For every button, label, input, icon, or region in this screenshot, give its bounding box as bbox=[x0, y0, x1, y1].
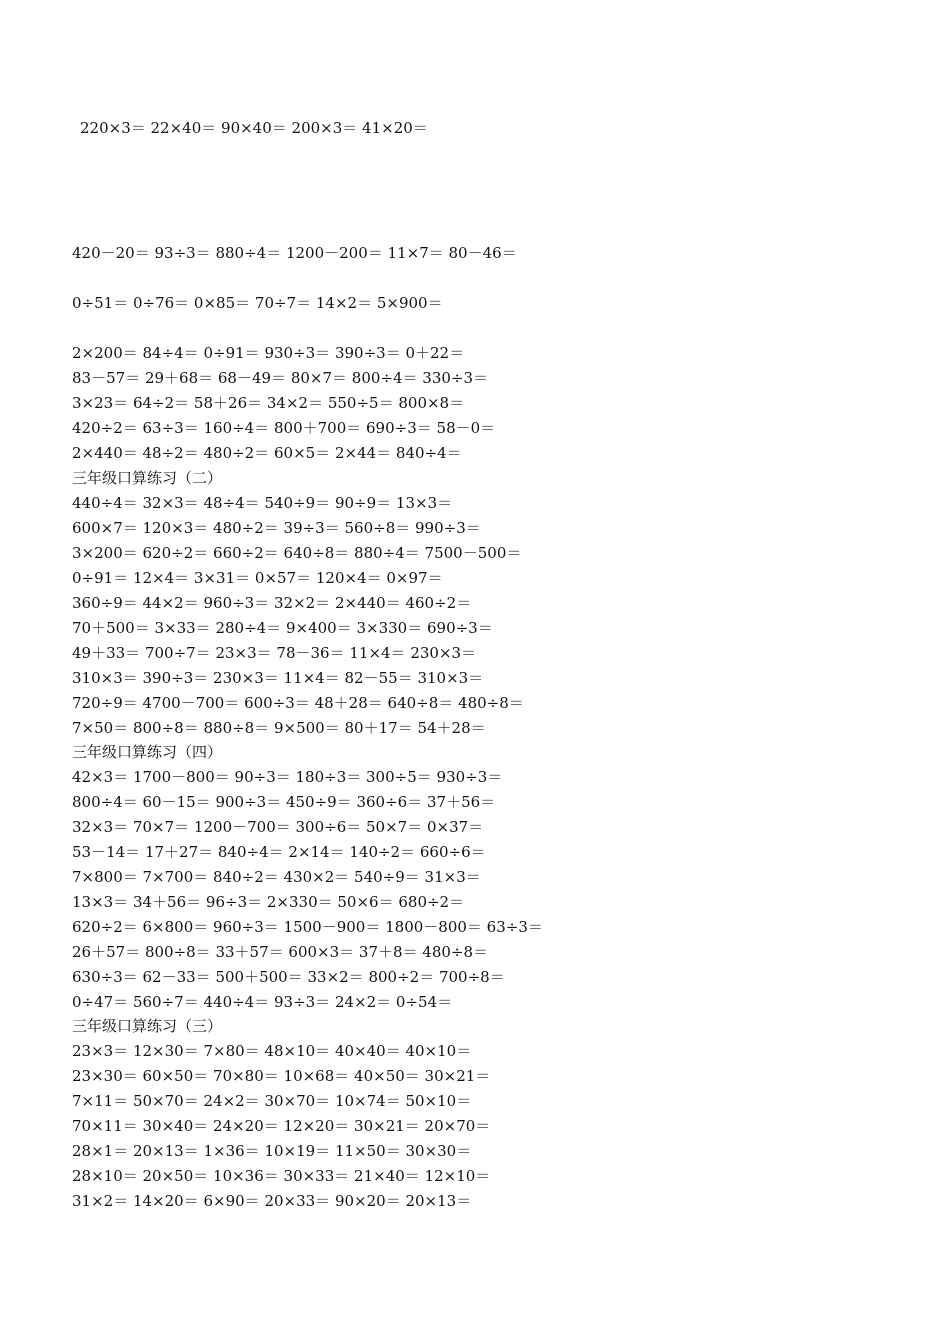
exercise-line: 83－57＝ 29＋68＝ 68－49＝ 80×7＝ 800÷4＝ 330÷3＝ bbox=[72, 369, 489, 387]
exercise-line: 70＋500＝ 3×33＝ 280÷4＝ 9×400＝ 3×330＝ 690÷3＝ bbox=[72, 619, 493, 637]
exercise-line: 49＋33＝ 700÷7＝ 23×3＝ 78－36＝ 11×4＝ 230×3＝ bbox=[72, 644, 477, 662]
exercise-line: 70×11＝ 30×40＝ 24×20＝ 12×20＝ 30×21＝ 20×70＝ bbox=[72, 1117, 491, 1135]
exercise-line: 310×3＝ 390÷3＝ 230×3＝ 11×4＝ 82－55＝ 310×3＝ bbox=[72, 669, 484, 687]
exercise-line: 420－20＝ 93÷3＝ 880÷4＝ 1200－200＝ 11×7＝ 80－46＝ bbox=[72, 244, 517, 262]
exercise-line: 620÷2＝ 6×800＝ 960÷3＝ 1500－900＝ 1800－800＝ 63÷3＝ bbox=[72, 918, 543, 936]
exercise-line: 28×10＝ 20×50＝ 10×36＝ 30×33＝ 21×40＝ 12×10＝ bbox=[72, 1167, 491, 1185]
exercise-line: 23×30＝ 60×50＝ 70×80＝ 10×68＝ 40×50＝ 30×21＝ bbox=[72, 1067, 491, 1085]
exercise-line: 0÷47＝ 560÷7＝ 440÷4＝ 93÷3＝ 24×2＝ 0÷54＝ bbox=[72, 993, 453, 1011]
exercise-line: 600×7＝ 120×3＝ 480÷2＝ 39÷3＝ 560÷8＝ 990÷3＝ bbox=[72, 519, 481, 537]
exercise-line: 2×440＝ 48÷2＝ 480÷2＝ 60×5＝ 2×44＝ 840÷4＝ bbox=[72, 444, 462, 462]
exercise-line: 440÷4＝ 32×3＝ 48÷4＝ 540÷9＝ 90÷9＝ 13×3＝ bbox=[72, 494, 453, 512]
section-heading: 三年级口算练习（四） bbox=[72, 743, 223, 761]
exercise-line: 32×3＝ 70×7＝ 1200－700＝ 300÷6＝ 50×7＝ 0×37＝ bbox=[72, 818, 484, 836]
exercise-line: 420÷2＝ 63÷3＝ 160÷4＝ 800＋700＝ 690÷3＝ 58－0＝ bbox=[72, 419, 496, 437]
exercise-line: 42×3＝ 1700－800＝ 90÷3＝ 180÷3＝ 300÷5＝ 930÷3＝ bbox=[72, 768, 503, 786]
exercise-line: 0÷91＝ 12×4＝ 3×31＝ 0×57＝ 120×4＝ 0×97＝ bbox=[72, 569, 443, 587]
exercise-line: 0÷51＝ 0÷76＝ 0×85＝ 70÷7＝ 14×2＝ 5×900＝ bbox=[72, 294, 443, 312]
exercise-line: 360÷9＝ 44×2＝ 960÷3＝ 32×2＝ 2×440＝ 460÷2＝ bbox=[72, 594, 472, 612]
exercise-line: 28×1＝ 20×13＝ 1×36＝ 10×19＝ 11×50＝ 30×30＝ bbox=[72, 1142, 472, 1160]
exercise-line: 13×3＝ 34＋56＝ 96÷3＝ 2×330＝ 50×6＝ 680÷2＝ bbox=[72, 893, 465, 911]
exercise-line: 3×23＝ 64÷2＝ 58＋26＝ 34×2＝ 550÷5＝ 800×8＝ bbox=[72, 394, 465, 412]
exercise-line: 23×3＝ 12×30＝ 7×80＝ 48×10＝ 40×40＝ 40×10＝ bbox=[72, 1042, 472, 1060]
exercise-line: 220×3＝ 22×40＝ 90×40＝ 200×3＝ 41×20＝ bbox=[80, 119, 428, 137]
exercise-line: 630÷3＝ 62－33＝ 500＋500＝ 33×2＝ 800÷2＝ 700÷8＝ bbox=[72, 968, 505, 986]
exercise-line: 800÷4＝ 60－15＝ 900÷3＝ 450÷9＝ 360÷6＝ 37＋56＝ bbox=[72, 793, 496, 811]
exercise-line: 7×800＝ 7×700＝ 840÷2＝ 430×2＝ 540÷9＝ 31×3＝ bbox=[72, 868, 481, 886]
exercise-line: 7×11＝ 50×70＝ 24×2＝ 30×70＝ 10×74＝ 50×10＝ bbox=[72, 1092, 472, 1110]
exercise-line: 720÷9＝ 4700－700＝ 600÷3＝ 48＋28＝ 640÷8＝ 480÷8＝ bbox=[72, 694, 524, 712]
exercise-line: 2×200＝ 84÷4＝ 0÷91＝ 930÷3＝ 390÷3＝ 0＋22＝ bbox=[72, 344, 465, 362]
exercise-line: 3×200＝ 620÷2＝ 660÷2＝ 640÷8＝ 880÷4＝ 7500－500＝ bbox=[72, 544, 522, 562]
section-heading: 三年级口算练习（二） bbox=[72, 469, 223, 487]
exercise-line: 26＋57＝ 800÷8＝ 33＋57＝ 600×3＝ 37＋8＝ 480÷8＝ bbox=[72, 943, 489, 961]
exercise-line: 53－14＝ 17＋27＝ 840÷4＝ 2×14＝ 140÷2＝ 660÷6＝ bbox=[72, 843, 486, 861]
exercise-line: 7×50＝ 800÷8＝ 880÷8＝ 9×500＝ 80＋17＝ 54＋28＝ bbox=[72, 719, 486, 737]
exercise-line: 31×2＝ 14×20＝ 6×90＝ 20×33＝ 90×20＝ 20×13＝ bbox=[72, 1192, 472, 1210]
section-heading: 三年级口算练习（三） bbox=[72, 1017, 223, 1035]
